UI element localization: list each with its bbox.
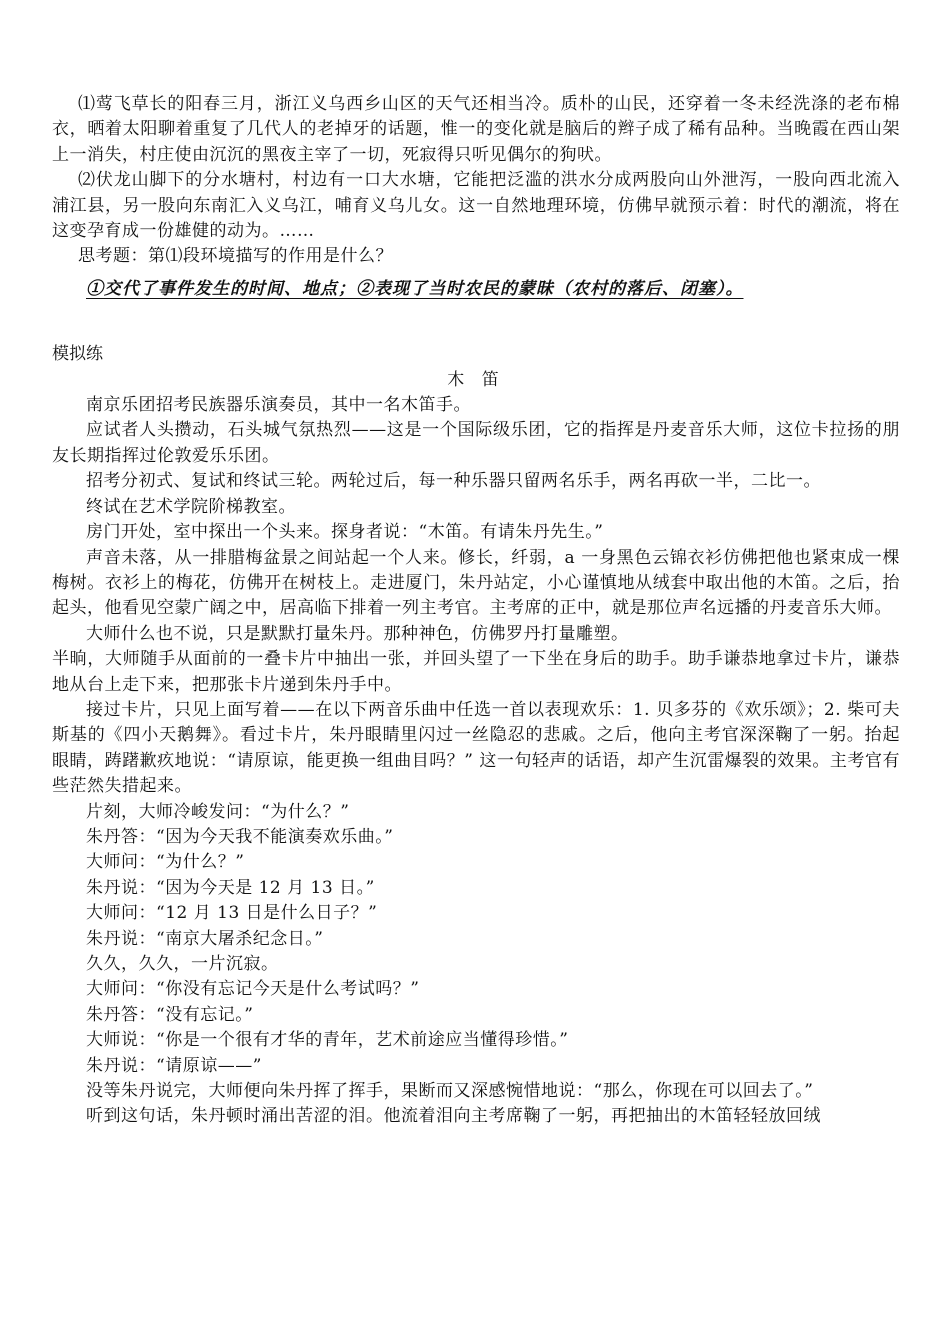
dialogue-line: 朱丹说：“南京大屠杀纪念日。” (86, 928, 324, 949)
story-paragraph: 声音未落，从一排腊梅盆景之间站起一个人来。修长，纤弱，a 一身黑色云锦衣衫仿佛把他也紧束成一棵梅树。衣衫上的梅花，仿佛开在树枝上。走进厦门，朱丹站定，小心谨慎地从绒套中取出他的木笛。之后，抬起头，他看见空蒙广阔之中，居高临下排着一列主考官。主考席的正中，就是那位声名远播的丹麦音乐大师。 (52, 547, 900, 619)
dialogue-line: 大师问：“你没有忘记今天是什么考试吗？” (86, 979, 420, 1000)
passage-paragraph-1: ⑴莺飞草长的阳春三月，浙江义乌西乡山区的天气还相当冷。质朴的山民，还穿着一冬未经洗涤的老布棉衣，晒着太阳聊着重复了几代人的老掉牙的话题，惟一的变化就是脑后的辫子成了稀有品种。当晚霞在西山架上一消失，村庄使由沉沉的黑夜主宰了一切，死寂得只听见偶尔的狗吠。 (52, 94, 900, 165)
story-paragraph: 没等朱丹说完，大师便向朱丹挥了挥手，果断而又深感惋惜地说：“那么，你现在可以回去了。” (86, 1081, 814, 1102)
dialogue-line: 朱丹说：“请原谅——” (86, 1055, 262, 1076)
story-paragraph: 南京乐团招考民族器乐演奏员，其中一名木笛手。 (86, 395, 471, 416)
dialogue-line: 朱丹答：“因为今天我不能演奏欢乐曲。” (86, 826, 394, 847)
story-paragraph: 应试者人头攒动，石头城气氛热烈——这是一个国际级乐团，它的指挥是丹麦音乐大师，这位卡拉扬的朋友长期指挥过伦敦爱乐乐团。 (52, 420, 900, 466)
dialogue-line: 朱丹答：“没有忘记。” (86, 1004, 254, 1025)
dialogue-line: 大师问：“为什么？” (86, 852, 245, 873)
story-paragraph: 招考分初式、复试和终试三轮。两轮过后，每一种乐器只留两名乐手，两名再砍一半，二比一。 (86, 471, 821, 492)
dialogue-line: 大师说：“你是一个很有才华的青年，艺术前途应当懂得珍惜。” (86, 1030, 569, 1051)
question-text: 思考题：第⑴段环境描写的作用是什么？ (78, 246, 393, 267)
dialogue-line: 片刻，大师冷峻发问：“为什么？” (86, 801, 350, 822)
story-body (52, 393, 900, 1130)
story-paragraph: 终试在艺术学院阶梯教室。 (86, 496, 296, 517)
story-title: 木 笛 (447, 369, 505, 390)
dialogue-line: 大师问：“12 月 13 日是什么日子？” (86, 903, 378, 924)
story-paragraph: 接过卡片，只见上面写着——在以下两音乐曲中任选一首以表现欢乐：1. 贝多芬的《欢乐颂》；2. 柴可夫斯基的《四小天鹅舞》。看过卡片，朱丹眼睛里闪过一丝隐忍的悲戚。之后，他向主考官深深鞠了一躬。抬起眼睛，踌躇歉疚地说：“请原谅，能更换一组曲目吗？” 这一句轻声的话语，却产生沉雷爆裂的效果。主考官有些茫然失措起来。 (52, 699, 900, 797)
story-paragraph: 大师什么也不说，只是默默打量朱丹。那种神色，仿佛罗丹打量雕塑。 (86, 623, 629, 644)
passage-paragraph-2: ⑵伏龙山脚下的分水塘村，村边有一口大水塘，它能把泛滥的洪水分成两股向山外泄泻，一股向西北流入浦江县，另一股向东南汇入义乌江，哺育义乌儿女。这一自然地理环境，仿佛早就预示着：时代的潮流，将在这变孕育成一份雄健的动为。…… (52, 170, 900, 242)
story-paragraph: 房门开处，室中探出一个头来。探身者说：“木笛。有请朱丹先生。” (86, 522, 604, 543)
story-paragraph: 听到这句话，朱丹顿时涌出苦涩的泪。他流着泪向主考席鞠了一躬，再把抽出的木笛轻轻放回绒 (86, 1106, 821, 1127)
answer-text: ①交代了事件发生的时间、地点；②表现了当时农民的蒙昧（农村的落后、闭塞）。 (86, 278, 744, 299)
document-page (52, 92, 900, 1130)
dialogue-line: 久久，久久，一片沉寂。 (86, 954, 279, 974)
section-label: 模拟练 (52, 344, 103, 365)
story-paragraph: 半晌，大师随手从面前的一叠卡片中抽出一张，并回头望了一下坐在身后的助手。助手谦恭地拿过卡片，谦恭地从台上走下来，把那张卡片递到朱丹手中。 (52, 649, 900, 695)
dialogue-line: 朱丹说：“因为今天是 12 月 13 日。” (86, 877, 375, 898)
